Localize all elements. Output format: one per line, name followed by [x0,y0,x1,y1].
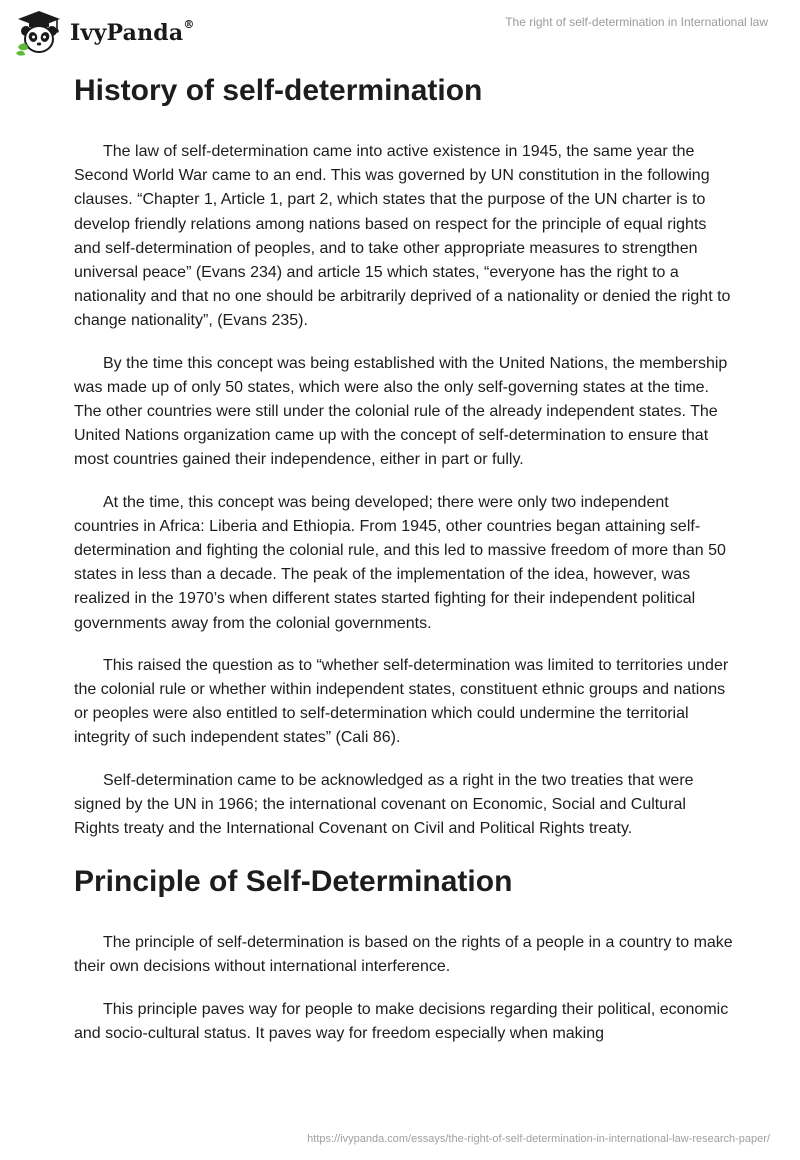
heading-spacer [74,905,734,931]
document-title: The right of self-determination in International law [505,15,768,29]
paragraph: The law of self-determination came into active existence in 1945, the same year the Second World War came to an end. This was governed by UN constitution in the following clauses. “Chapter 1, Article 1, part 2, which states that the purpose of the UN charter is to develop friendly relations among nations based on respect for the principle of equal rights and self-determination of peoples, and to take other appropriate measures to strengthen universal peace” (Evans 234) and article 15 which states, “everyone has the right to a nationality and that no one should be arbitrarily deprived of a nationality or denied the right to change nationality”, (Evans 235). [74,143,731,330]
paragraph: By the time this concept was being established with the United Nations, the membership was made up of only 50 states, which were also the only self-governing states at the time. The other countries were still under the colonial rule of the already independent states. The United Nations organization came up with the concept of self-determination to ensure that most countries gained their independence, either in part or fully. [74,354,728,469]
section-heading-history: History of self-determination [74,74,483,107]
section-heading-principle: Principle of Self-Determination [74,865,513,899]
paragraph: Self-determination came to be acknowledged as a right in the two treaties that were signed by the UN in 1966; the international covenant on Economic, Social and Cultural Rights treaty and the International Covenant on Civil and Political Rights treaty. [74,771,694,838]
paragraph: This raised the question as to “whether self-determination was limited to territories under the colonial rule or whether within independent states, constituent ethnic groups and nations or peoples were also entitled to self-determination which could undermine the territorial integrity of such independent states” (Cali 86). [74,656,729,747]
paragraph: This principle paves way for people to make decisions regarding their political, economic and socio-cultural status. It paves way for freedom especially when making [74,1000,729,1042]
paragraph: The principle of self-determination is based on the rights of a people in a country to make their own decisions without international interference. [74,934,733,976]
ivypanda-logo[interactable] [14,8,195,58]
logo-wordmark: IvyPanda® [70,18,195,46]
heading-spacer [74,114,734,140]
source-url[interactable]: https://ivypanda.com/essays/the-right-of-self-determination-in-international-law-research-paper/ [307,1133,770,1145]
paragraph: At the time, this concept was being developed; there were only two independent countries in Africa: Liberia and Ethiopia. From 1945, other countries began attaining self-determination and fighting the colonial rule, and this led to massive freedom of more than 50 states in less than a decade. The peak of the implementation of the idea, however, was realized in the 1970’s when different states started fighting for their independent political governments away from the colonial governments. [74,493,726,632]
panda-mascot-icon [14,9,64,57]
essay-content [74,68,734,1064]
page-header [0,0,800,70]
